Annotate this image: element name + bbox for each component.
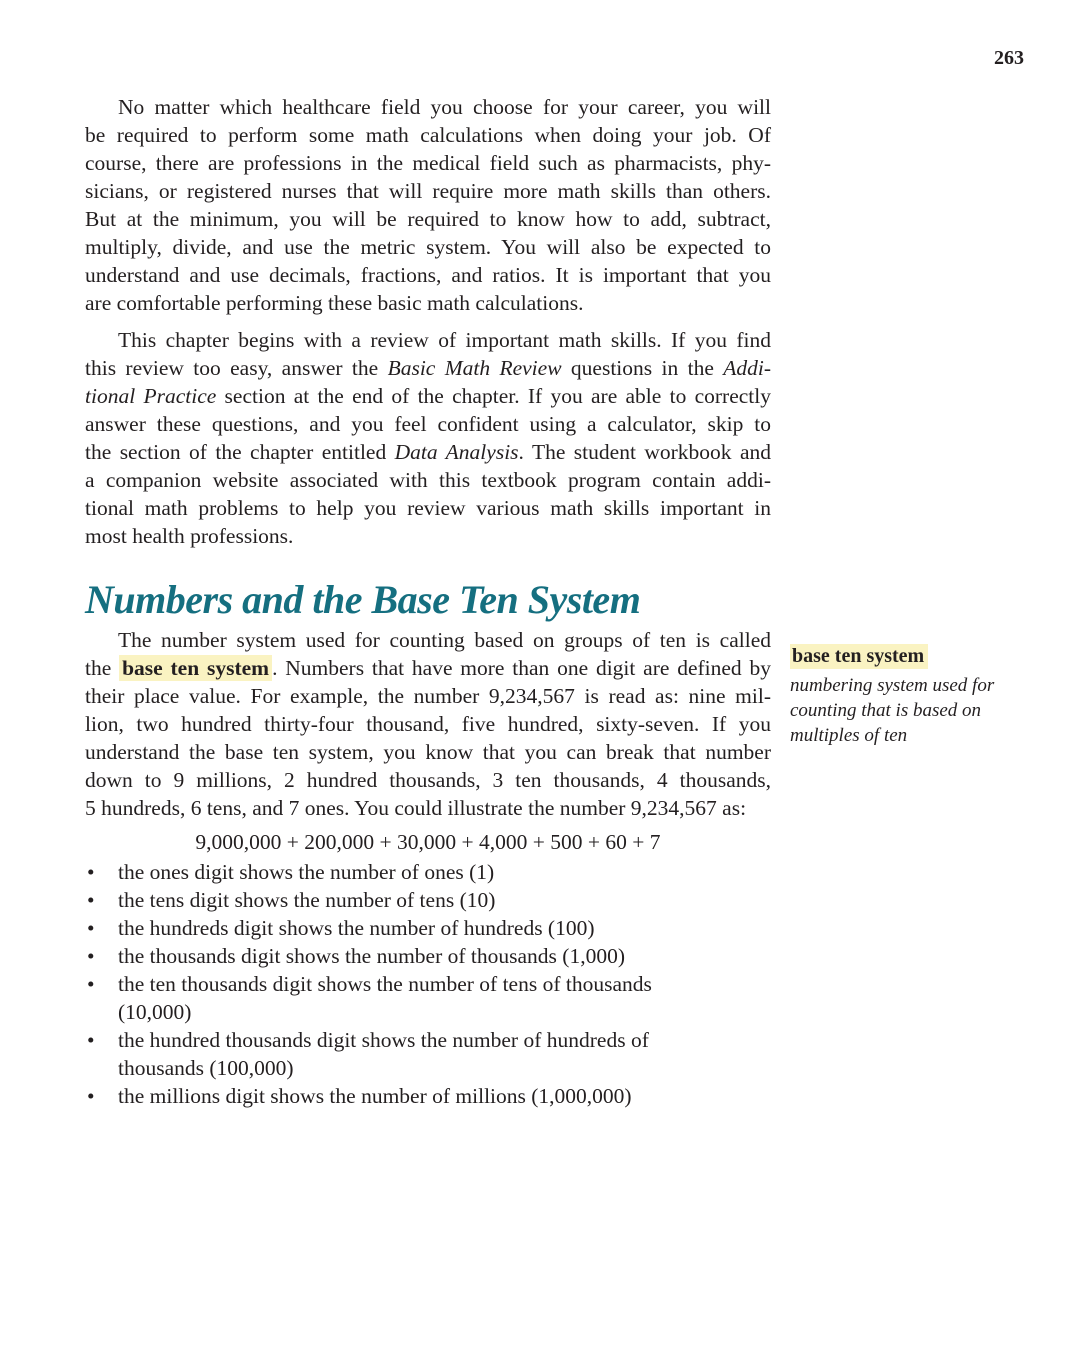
bullet-icon: • bbox=[87, 972, 95, 996]
paragraph bbox=[85, 93, 771, 317]
text-line bbox=[85, 93, 771, 121]
margin-term-row bbox=[790, 644, 1022, 669]
text-line bbox=[85, 177, 771, 205]
text-run: the bbox=[85, 656, 120, 680]
list-item bbox=[85, 1082, 771, 1110]
text-line bbox=[118, 1082, 771, 1110]
text-run: the millions digit shows the number of millions (1,000,000) bbox=[118, 1084, 632, 1108]
text-run: No matter which healthcare field you choose for your career, you will bbox=[118, 95, 771, 119]
text-line bbox=[85, 233, 771, 261]
text-run: . Numbers that have more than one digit are defined by bbox=[272, 656, 771, 680]
italic-run: Basic Math Review bbox=[387, 356, 562, 380]
paragraph bbox=[85, 626, 771, 822]
text-run: sicians, or registered nurses that will require more math skills than others. bbox=[85, 179, 771, 203]
text-line bbox=[85, 710, 771, 738]
text-line bbox=[85, 205, 771, 233]
text-run: down to 9 millions, 2 hundred thousands, 3 ten thousands, 4 thousands, bbox=[85, 768, 771, 792]
text-run: But at the minimum, you will be required to know how to add, subtract, bbox=[85, 207, 771, 231]
text-run: the hundreds digit shows the number of hundreds (100) bbox=[118, 916, 595, 940]
text-line bbox=[118, 886, 771, 914]
expanded-notation-equation: 9,000,000 + 200,000 + 30,000 + 4,000 + 500 + 60 + 7 bbox=[195, 830, 661, 854]
text-run: questions in the bbox=[561, 356, 724, 380]
list-item bbox=[85, 942, 771, 970]
bullet-icon: • bbox=[87, 916, 95, 940]
text-run: understand and use decimals, fractions, and ratios. It is important that you bbox=[85, 263, 771, 287]
text-line bbox=[85, 794, 771, 822]
text-run: section at the end of the chapter. If you are able to correctly bbox=[216, 384, 771, 408]
text-run: their place value. For example, the number 9,234,567 is read as: nine mil- bbox=[85, 684, 771, 708]
text-run: the tens digit shows the number of tens (10) bbox=[118, 888, 496, 912]
text-run: 5 hundreds, 6 tens, and 7 ones. You could illustrate the number 9,234,567 as: bbox=[85, 796, 747, 820]
list-item bbox=[85, 970, 771, 1026]
text-line bbox=[85, 766, 771, 794]
text-line bbox=[118, 998, 771, 1026]
margin-definition-note bbox=[790, 644, 1022, 748]
text-run: are comfortable performing these basic math calculations. bbox=[85, 291, 584, 315]
list-item bbox=[85, 886, 771, 914]
text-line bbox=[85, 121, 771, 149]
list-item bbox=[85, 858, 771, 886]
text-run: the thousands digit shows the number of thousands (1,000) bbox=[118, 944, 625, 968]
text-line bbox=[118, 1054, 771, 1082]
margin-term-highlighted: base ten system bbox=[790, 644, 928, 669]
text-line bbox=[118, 970, 771, 998]
italic-run: Addi- bbox=[723, 356, 772, 380]
bullet-icon: • bbox=[87, 860, 95, 884]
text-run: the ones digit shows the number of ones (1) bbox=[118, 860, 495, 884]
text-line bbox=[85, 494, 771, 522]
text-line bbox=[85, 654, 771, 682]
text-line bbox=[85, 354, 771, 382]
text-run: answer these questions, and you feel confident using a calculator, skip to bbox=[85, 412, 771, 436]
bullet-icon: • bbox=[87, 1084, 95, 1108]
text-line bbox=[118, 942, 771, 970]
list-item bbox=[85, 1026, 771, 1082]
text-line bbox=[85, 522, 771, 550]
text-line bbox=[85, 466, 771, 494]
text-line bbox=[85, 738, 771, 766]
highlighted-term: base ten system bbox=[119, 655, 272, 681]
text-run: understand the base ten system, you know that you can break that number bbox=[85, 740, 771, 764]
bullet-list bbox=[85, 858, 771, 1110]
text-run: . The student workbook and bbox=[518, 440, 771, 464]
text-run: (10,000) bbox=[118, 1000, 192, 1024]
text-line bbox=[85, 410, 771, 438]
bullet-icon: • bbox=[87, 1028, 95, 1052]
text-line bbox=[85, 261, 771, 289]
page-number: 263 bbox=[994, 47, 1024, 69]
bullet-icon: • bbox=[87, 888, 95, 912]
text-line bbox=[118, 1026, 771, 1054]
list-item bbox=[85, 914, 771, 942]
italic-run: Data Analysis bbox=[394, 440, 519, 464]
text-line bbox=[85, 682, 771, 710]
text-run: the section of the chapter entitled bbox=[85, 440, 395, 464]
text-run: This chapter begins with a review of important math skills. If you find bbox=[118, 328, 771, 352]
text-run: be required to perform some math calculations when doing your job. Of bbox=[85, 123, 771, 147]
text-line bbox=[85, 382, 771, 410]
text-line bbox=[85, 438, 771, 466]
text-line bbox=[85, 326, 771, 354]
bullet-icon: • bbox=[87, 944, 95, 968]
text-line bbox=[85, 149, 771, 177]
text-run: lion, two hundred thirty-four thousand, five hundred, sixty-seven. If you bbox=[85, 712, 771, 736]
text-run: course, there are professions in the medical field such as pharmacists, phy- bbox=[85, 151, 771, 175]
text-line bbox=[118, 858, 771, 886]
section-heading: Numbers and the Base Ten System bbox=[85, 577, 641, 622]
paragraph bbox=[85, 326, 771, 550]
text-run: the hundred thousands digit shows the number of hundreds of bbox=[118, 1028, 649, 1052]
text-run: the ten thousands digit shows the number of tens of thousands bbox=[118, 972, 652, 996]
italic-run: tional Practice bbox=[85, 384, 217, 408]
text-run: multiply, divide, and use the metric system. You will also be expected to bbox=[85, 235, 771, 259]
text-line bbox=[85, 289, 771, 317]
text-run: The number system used for counting based on groups of ten is called bbox=[118, 628, 771, 652]
margin-definition-text: numbering system used for counting that is based on multiples of ten bbox=[790, 675, 995, 746]
text-run: this review too easy, answer the bbox=[85, 356, 388, 380]
text-run: tional math problems to help you review various math skills important in bbox=[85, 496, 771, 520]
text-line bbox=[85, 626, 771, 654]
text-run: thousands (100,000) bbox=[118, 1056, 294, 1080]
text-run: a companion website associated with this textbook program contain addi- bbox=[85, 468, 771, 492]
text-run: most health professions. bbox=[85, 524, 294, 548]
main-text-column bbox=[85, 93, 771, 1110]
text-line bbox=[118, 914, 771, 942]
